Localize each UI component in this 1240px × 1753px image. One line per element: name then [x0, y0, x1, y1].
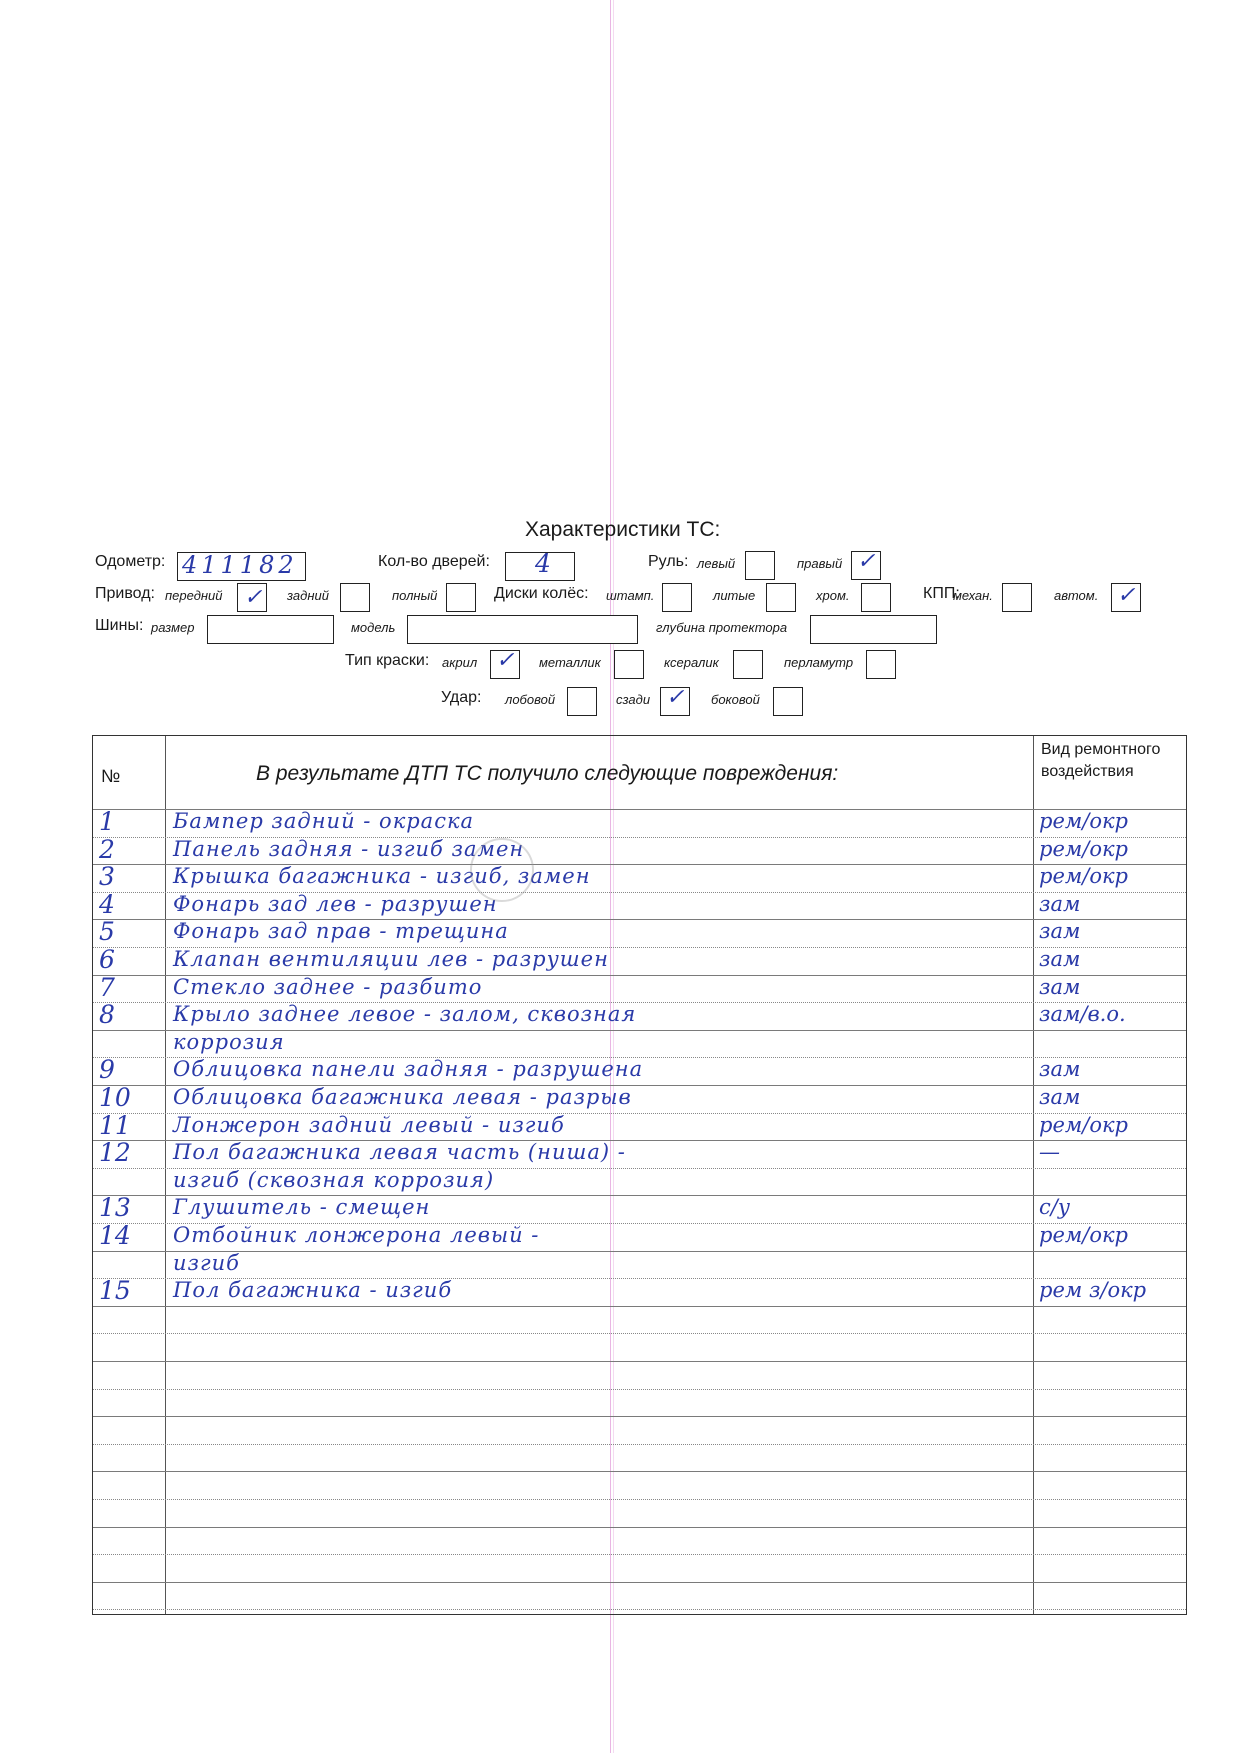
row-repair: рем/окр — [1039, 1112, 1128, 1137]
row-description: изгиб — [173, 1250, 240, 1275]
row-description: Клапан вентиляции лев - разрушен — [173, 947, 609, 971]
drive-full-label: полный — [392, 588, 438, 603]
row-description: Бампер задний - окраска — [173, 809, 475, 833]
disk-cast-checkbox[interactable] — [766, 583, 796, 612]
row-number: 15 — [99, 1276, 131, 1306]
stamp-watermark — [470, 838, 534, 902]
drive-rear-label: задний — [287, 588, 329, 603]
row-description: Облицовка багажника левая - разрыв — [173, 1085, 632, 1109]
row-repair: зам/в.о. — [1039, 1002, 1126, 1027]
row-description: Крыло заднее левое - залом, сквозная — [173, 1002, 637, 1027]
odometer-value: 411182 — [182, 551, 298, 579]
doors-value: 4 — [535, 549, 551, 578]
row-line — [93, 1471, 1186, 1472]
row-repair: рем/окр — [1039, 864, 1128, 889]
row-number: 11 — [99, 1110, 131, 1140]
tires-depth-label: глубина протектора — [656, 620, 788, 635]
row-line — [93, 1306, 1186, 1307]
col-divider-num — [165, 736, 166, 1614]
row-description: Пол багажника левая часть (ниша) - — [173, 1140, 626, 1165]
row-number: 12 — [99, 1138, 131, 1168]
row-line — [93, 1554, 1186, 1556]
row-repair: зам — [1039, 974, 1081, 999]
row-number: 7 — [99, 972, 115, 1002]
col-header-repair: Вид ремонтного воздействия — [1041, 741, 1161, 780]
impact-side-checkbox[interactable] — [773, 687, 803, 716]
row-description: Пол багажника - изгиб — [173, 1278, 453, 1303]
gearbox-label: КПП: — [923, 585, 960, 602]
paint-pearl-label: перламутр — [784, 655, 854, 670]
impact-rear-check: ✓ — [666, 685, 685, 710]
row-number: 2 — [99, 834, 115, 864]
row-description: Фонарь зад лев - разрушен — [173, 891, 498, 916]
impact-rear-label: сзади — [616, 692, 651, 707]
row-line — [93, 1333, 1186, 1335]
row-number: 5 — [99, 917, 115, 947]
row-line — [93, 1416, 1186, 1417]
gearbox-auto-label: автом. — [1054, 588, 1099, 603]
row-line — [93, 1609, 1186, 1611]
row-number: 13 — [99, 1193, 131, 1223]
tires-model-label: модель — [351, 620, 396, 635]
wheel-label: Руль: — [648, 553, 689, 570]
row-repair: зам — [1039, 891, 1081, 916]
disk-stamped-checkbox[interactable] — [662, 583, 692, 612]
disk-cast-label: литые — [713, 588, 756, 603]
disk-chrome-checkbox[interactable] — [861, 583, 891, 612]
row-description: изгиб (сквозная коррозия) — [173, 1167, 495, 1192]
disk-chrome-label: хром. — [816, 588, 850, 603]
damage-table — [92, 735, 1187, 1615]
gearbox-auto-check: ✓ — [1117, 583, 1136, 608]
row-repair: с/у — [1039, 1195, 1071, 1220]
row-description: Фонарь зад прав - трещина — [173, 919, 509, 944]
row-line — [93, 1499, 1186, 1501]
doors-label: Кол-во дверей: — [378, 553, 490, 570]
row-repair: рем/окр — [1039, 1223, 1128, 1247]
row-description: Крышка багажника - изгиб, замен — [173, 864, 591, 889]
row-description: Лонжерон задний левый - изгиб — [173, 1112, 565, 1137]
odometer-label: Одометр: — [95, 553, 166, 570]
row-repair: зам — [1039, 1085, 1081, 1109]
col-header-num: № — [101, 766, 121, 786]
drive-rear-checkbox[interactable] — [340, 583, 370, 612]
row-number: 8 — [99, 1000, 115, 1030]
wheel-left-label: левый — [697, 556, 736, 571]
row-number: 1 — [99, 807, 115, 836]
gearbox-manual-label: механ. — [953, 588, 993, 603]
wheel-right-label: правый — [797, 556, 843, 571]
tires-label: Шины: — [95, 617, 144, 634]
row-line — [93, 1251, 1186, 1252]
gearbox-manual-checkbox[interactable] — [1002, 583, 1032, 612]
row-line — [93, 1389, 1186, 1391]
paint-ceramic-checkbox[interactable] — [733, 650, 763, 679]
row-description: Стекло заднее - разбито — [173, 974, 483, 999]
row-description: Глушитель - смещен — [173, 1195, 431, 1220]
row-number: 3 — [99, 862, 115, 892]
row-number: 6 — [99, 945, 115, 974]
drive-front-label: передний — [165, 588, 223, 603]
row-repair: рем/окр — [1039, 836, 1128, 861]
row-description: Отбойник лонжерона левый - — [173, 1223, 540, 1247]
row-line — [93, 1361, 1186, 1362]
paint-ceramic-label: ксералик — [664, 655, 719, 670]
row-description: коррозия — [173, 1029, 285, 1054]
row-repair: зам — [1039, 919, 1081, 944]
row-line — [93, 1582, 1186, 1583]
impact-label: Удар: — [441, 689, 482, 706]
wheel-left-checkbox[interactable] — [745, 551, 775, 580]
paint-metallic-label: металлик — [539, 655, 601, 670]
row-description: Облицовка панели задняя - разрушена — [173, 1057, 644, 1082]
wheel-right-check: ✓ — [857, 549, 876, 574]
impact-front-checkbox[interactable] — [567, 687, 597, 716]
row-line — [93, 1444, 1186, 1446]
impact-front-label: лобовой — [505, 692, 556, 707]
row-number: 4 — [99, 889, 115, 919]
row-repair: — — [1039, 1140, 1060, 1165]
row-repair: зам — [1039, 947, 1081, 971]
paint-metallic-checkbox[interactable] — [614, 650, 644, 679]
paint-pearl-checkbox[interactable] — [866, 650, 896, 679]
row-repair: рем з/окр — [1039, 1278, 1147, 1303]
tires-depth-field[interactable] — [810, 615, 937, 644]
tires-size-label: размер — [151, 620, 195, 635]
row-number: 14 — [99, 1221, 131, 1250]
drive-label: Привод: — [95, 585, 155, 602]
row-number: 10 — [99, 1083, 131, 1112]
row-number: 9 — [99, 1055, 115, 1085]
col-header-desc: В результате ДТП ТС получило следующие повреждения: — [256, 762, 839, 785]
tires-size-field[interactable] — [207, 615, 334, 644]
paint-acryl-label: акрил — [442, 655, 478, 670]
drive-front-check: ✓ — [244, 585, 263, 610]
disks-label: Диски колёс: — [494, 585, 589, 602]
drive-full-checkbox[interactable] — [446, 583, 476, 612]
row-repair: зам — [1039, 1057, 1081, 1082]
row-line — [93, 1527, 1186, 1528]
col-divider-desc — [1033, 736, 1034, 1614]
disk-stamped-label: штамп. — [606, 588, 655, 603]
tires-model-field[interactable] — [407, 615, 638, 644]
paint-label: Тип краски: — [345, 652, 430, 669]
paint-acryl-check: ✓ — [496, 648, 515, 673]
page-title: Характеристики ТС: — [525, 518, 721, 541]
row-repair: рем/окр — [1039, 809, 1128, 833]
impact-side-label: боковой — [711, 692, 760, 707]
row-description: Панель задняя - изгиб замен — [173, 836, 525, 861]
